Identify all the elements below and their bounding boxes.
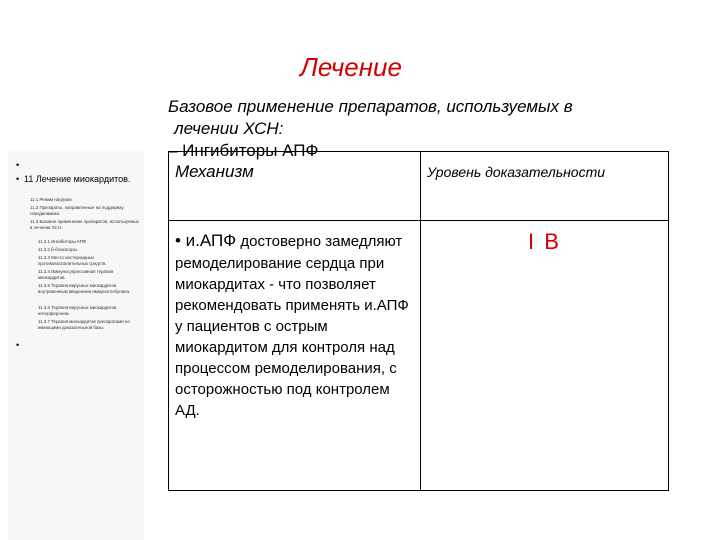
outline-subitem[interactable]: 11.3.2 β-блокаторы. (38, 247, 79, 252)
table-header-row (169, 152, 669, 221)
header-evidence-level: Уровень доказательности (421, 152, 669, 221)
mechanism-text: достоверно замедляют ремоделирование сердца при миокардитах - что позволяет рекомендовать применять и.АПФ у пациентов с острым миокардитом для контроля над процессом ремоделирования, с осторожностью под контролем АД. (175, 233, 409, 419)
outline-item[interactable]: 11.3 Базовое применение препаратов, используемых в лечении ХСН. (30, 219, 139, 230)
outline-section-title[interactable]: 11 Лечение миокардитов. (24, 174, 131, 184)
subtitle-line: лечении ХСН: (174, 119, 284, 139)
outline-subitem[interactable]: 11.3.4 Иммуносупрессивная терапия миокардитов. (38, 269, 114, 280)
outline-bullet: • (16, 160, 20, 170)
mechanism-lead: • и.АПФ (175, 231, 237, 250)
slide-title: Лечение (300, 52, 402, 82)
outline-subitem[interactable]: 11.3.7 Терапия миокардитов препаратами не имеющими доказательной базы. (38, 319, 130, 330)
outline-bullet: • (16, 340, 20, 350)
outline-panel (8, 150, 144, 540)
outline-subitem[interactable]: 11.3.3 Место нестероидных противовоспалительных средств. (38, 255, 107, 266)
outline-subitem[interactable]: 11.3.5 Терапия вирусных миокардитов внутривенным введением иммуноглобулина. (38, 283, 131, 294)
mechanism-cell (169, 221, 421, 491)
header-mechanism: Механизм (169, 152, 421, 221)
evidence-table (168, 151, 669, 491)
outline-subitem[interactable]: 11.3.6 Терапия вирусных миокардитов интерфероном. (38, 305, 117, 316)
subtitle-line: Базовое применение препаратов, используемых в (168, 97, 573, 116)
evidence-level-cell: I B (421, 221, 669, 491)
outline-item[interactable]: 11.2 Препараты, направленные на поддержку гемодинамики. (30, 205, 124, 216)
outline-item[interactable]: 11.1 Режим нагрузки (30, 197, 72, 202)
table-row (169, 221, 669, 491)
subtitle-line: – Ингибиторы АПФ (168, 141, 319, 161)
outline-bullet: • (16, 174, 20, 184)
outline-subitem[interactable]: 11.3.1 Ингибиторы АПФ (38, 239, 87, 244)
